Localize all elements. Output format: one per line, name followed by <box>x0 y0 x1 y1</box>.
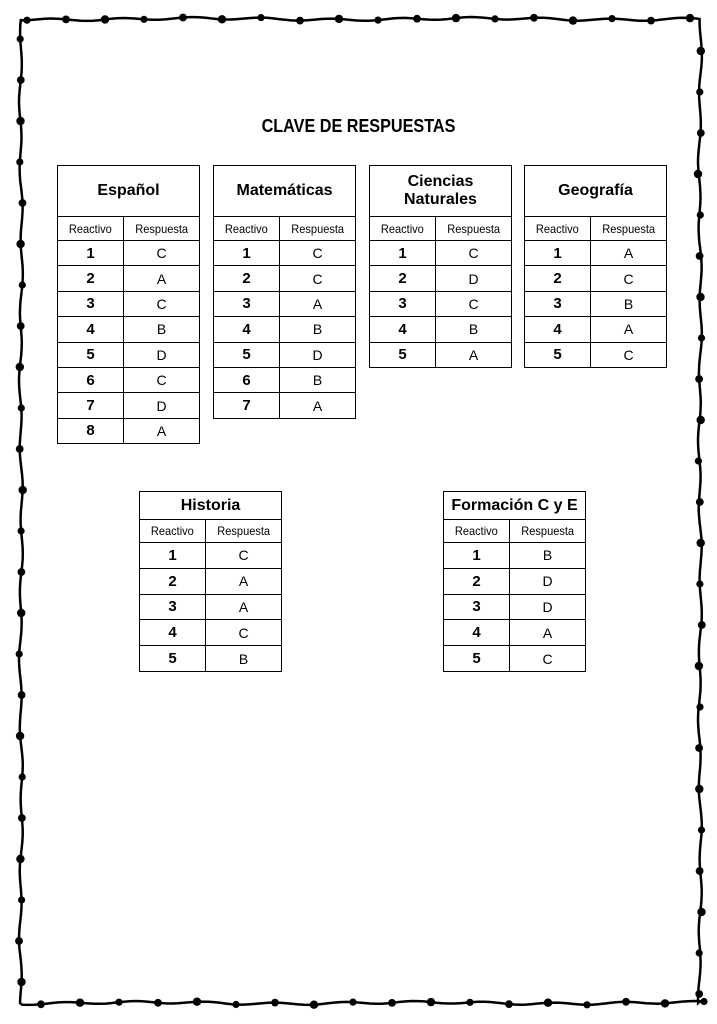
answer-letter: D <box>124 342 200 367</box>
table-row <box>444 646 586 672</box>
answer-letter: A <box>280 393 356 418</box>
subject-heading: Formación C y E <box>444 492 586 520</box>
answer-table-3 <box>369 165 512 368</box>
border-dot <box>694 170 702 178</box>
table-row <box>525 317 667 342</box>
border-dot <box>179 14 187 22</box>
table-row <box>58 393 200 418</box>
subject-heading: Geografía <box>525 166 667 217</box>
item-number: 4 <box>525 317 591 342</box>
column-header-respuesta <box>124 217 200 241</box>
border-dot <box>335 15 343 23</box>
column-header-respuesta-label: Respuesta <box>447 221 500 236</box>
border-dot <box>17 322 25 330</box>
table-row <box>58 291 200 316</box>
border-dot <box>698 826 705 833</box>
table-row <box>370 291 512 316</box>
column-header-reactivo <box>444 520 510 543</box>
answer-table-5 <box>139 491 282 672</box>
item-number: 2 <box>58 266 124 291</box>
item-number: 2 <box>370 266 436 291</box>
item-number: 2 <box>140 568 206 594</box>
table-row <box>214 291 356 316</box>
answer-letter: A <box>124 418 200 443</box>
answer-letter: D <box>124 393 200 418</box>
answer-letter: A <box>510 620 586 646</box>
subject-heading: Ciencias Naturales <box>370 166 512 217</box>
item-number: 4 <box>140 620 206 646</box>
item-number: 7 <box>214 393 280 418</box>
border-dot <box>349 999 356 1006</box>
border-dot <box>427 998 435 1006</box>
table-row <box>370 241 512 266</box>
column-header-respuesta-label: Respuesta <box>602 221 655 236</box>
answer-letter: A <box>206 594 282 620</box>
table-row <box>444 543 586 569</box>
border-dot <box>16 855 24 863</box>
answer-letter: B <box>510 543 586 569</box>
answer-letter: B <box>591 291 667 316</box>
item-number: 3 <box>140 594 206 620</box>
item-number: 5 <box>444 646 510 672</box>
border-dot <box>16 445 24 453</box>
border-dot <box>37 1000 45 1008</box>
column-header-reactivo-label: Reactivo <box>151 524 194 538</box>
border-dot <box>583 1001 590 1008</box>
border-dot <box>491 15 498 22</box>
item-number: 8 <box>58 418 124 443</box>
answer-letter: C <box>280 241 356 266</box>
border-dot <box>700 998 707 1005</box>
answer-letter: A <box>124 266 200 291</box>
answer-letter: C <box>124 291 200 316</box>
border-dot <box>697 211 704 218</box>
table-row <box>140 594 282 620</box>
border-dot <box>15 937 23 945</box>
column-header-respuesta <box>510 520 586 543</box>
border-dot <box>697 416 705 424</box>
item-number: 6 <box>58 367 124 392</box>
answer-letter: A <box>436 342 512 367</box>
border-dot <box>16 158 23 165</box>
border-dot <box>62 16 70 24</box>
border-dot <box>544 999 552 1007</box>
item-number: 4 <box>444 620 510 646</box>
column-header-respuesta <box>591 217 667 241</box>
answer-letter: B <box>436 317 512 342</box>
answer-letter: C <box>124 367 200 392</box>
border-dot <box>17 35 24 42</box>
item-number: 2 <box>214 266 280 291</box>
answer-letter: D <box>510 594 586 620</box>
item-number: 1 <box>525 241 591 266</box>
column-header-reactivo <box>370 217 436 241</box>
answer-letter: B <box>124 317 200 342</box>
border-dot <box>686 14 694 22</box>
column-header-respuesta <box>436 217 512 241</box>
item-number: 3 <box>214 291 280 316</box>
table-row <box>140 620 282 646</box>
table-row <box>444 568 586 594</box>
table-row <box>58 241 200 266</box>
border-dot <box>452 14 460 22</box>
answer-letter: A <box>591 241 667 266</box>
border-dot <box>696 293 704 301</box>
answer-letter: A <box>280 291 356 316</box>
border-dot <box>530 14 538 22</box>
column-header-reactivo-label: Reactivo <box>381 221 424 236</box>
border-dot <box>661 999 669 1007</box>
table-row <box>444 620 586 646</box>
column-header-reactivo-label: Reactivo <box>69 221 112 236</box>
subject-heading: Matemáticas <box>214 166 356 217</box>
border-dot <box>19 199 27 207</box>
border-dot <box>696 252 704 260</box>
column-header-respuesta-label: Respuesta <box>135 221 188 236</box>
border-dot <box>218 15 226 23</box>
answer-letter: C <box>124 241 200 266</box>
table-row <box>214 342 356 367</box>
border-dot <box>18 527 25 534</box>
table-row <box>214 367 356 392</box>
border-dot <box>698 621 706 629</box>
answer-letter: D <box>436 266 512 291</box>
border-dot <box>16 117 24 125</box>
table-row <box>140 568 282 594</box>
column-header-reactivo <box>525 217 591 241</box>
column-header-reactivo <box>214 217 280 241</box>
border-dot <box>374 17 381 24</box>
border-dot <box>697 129 705 137</box>
table-row <box>140 646 282 672</box>
answer-letter: B <box>280 367 356 392</box>
border-dot <box>23 17 30 24</box>
border-dot <box>16 363 24 371</box>
table-row <box>58 342 200 367</box>
answer-table-2 <box>213 165 356 419</box>
border-dot <box>696 867 704 875</box>
column-header-respuesta-label: Respuesta <box>217 524 270 538</box>
answer-letter: C <box>436 291 512 316</box>
border-dot <box>101 15 109 23</box>
border-dot <box>16 732 24 740</box>
border-dot <box>695 375 703 383</box>
subject-heading: Historia <box>140 492 282 520</box>
answer-letter: C <box>280 266 356 291</box>
border-dot <box>696 580 703 587</box>
column-header-reactivo <box>58 217 124 241</box>
border-dot <box>257 14 264 21</box>
border-dot <box>232 1001 239 1008</box>
page-title: CLAVE DE RESPUESTAS <box>261 116 456 136</box>
column-header-respuesta <box>206 520 282 543</box>
border-dot <box>76 999 84 1007</box>
column-header-reactivo-label: Reactivo <box>225 221 268 236</box>
answer-letter: C <box>510 646 586 672</box>
answer-letter: B <box>280 317 356 342</box>
border-dot <box>18 691 26 699</box>
table-row <box>370 342 512 367</box>
border-dot <box>697 539 705 547</box>
border-dot <box>17 76 25 84</box>
item-number: 5 <box>370 342 436 367</box>
answer-letter: C <box>206 620 282 646</box>
subject-heading: Español <box>58 166 200 217</box>
border-dot <box>647 17 655 25</box>
border-dot <box>115 999 122 1006</box>
table-row <box>214 241 356 266</box>
table-row <box>525 241 667 266</box>
answer-table-1 <box>57 165 200 444</box>
border-dot <box>310 1001 318 1009</box>
table-row <box>214 393 356 418</box>
item-number: 5 <box>58 342 124 367</box>
border-dot <box>695 785 703 793</box>
border-dot <box>696 949 703 956</box>
answer-letter: C <box>591 266 667 291</box>
border-dot <box>696 703 703 710</box>
border-dot <box>388 999 396 1007</box>
item-number: 3 <box>525 291 591 316</box>
column-header-respuesta <box>280 217 356 241</box>
item-number: 5 <box>140 646 206 672</box>
border-dot <box>696 498 704 506</box>
column-header-reactivo <box>140 520 206 543</box>
border-dot <box>696 88 703 95</box>
item-number: 5 <box>525 342 591 367</box>
answer-table-4 <box>524 165 667 368</box>
table-row <box>525 291 667 316</box>
item-number: 5 <box>214 342 280 367</box>
item-number: 1 <box>214 241 280 266</box>
table-row <box>370 317 512 342</box>
item-number: 4 <box>370 317 436 342</box>
border-dot <box>19 281 26 288</box>
border-dot <box>154 999 162 1007</box>
answer-letter: B <box>206 646 282 672</box>
answer-letter: D <box>280 342 356 367</box>
border-dot <box>413 15 421 23</box>
table-row <box>370 266 512 291</box>
border-dot <box>18 404 25 411</box>
table-row <box>444 594 586 620</box>
border-dot <box>18 896 25 903</box>
border-dot <box>466 999 473 1006</box>
border-dot <box>695 457 702 464</box>
border-dot <box>695 662 703 670</box>
border-dot <box>569 16 577 24</box>
border-dot <box>16 240 24 248</box>
table-row <box>525 342 667 367</box>
column-header-respuesta-label: Respuesta <box>521 524 574 538</box>
table-row <box>58 317 200 342</box>
border-dot <box>695 990 703 998</box>
table-row <box>214 266 356 291</box>
answer-table-6 <box>443 491 586 672</box>
item-number: 1 <box>140 543 206 569</box>
item-number: 2 <box>444 568 510 594</box>
border-dot <box>19 486 27 494</box>
column-header-reactivo-label: Reactivo <box>536 221 579 236</box>
item-number: 3 <box>370 291 436 316</box>
border-dot <box>19 773 26 780</box>
item-number: 4 <box>58 317 124 342</box>
border-dot <box>296 17 304 25</box>
item-number: 1 <box>58 241 124 266</box>
item-number: 6 <box>214 367 280 392</box>
border-dot <box>17 978 25 986</box>
item-number: 4 <box>214 317 280 342</box>
border-dot <box>695 744 703 752</box>
item-number: 7 <box>58 393 124 418</box>
border-dot <box>18 568 26 576</box>
table-row <box>140 543 282 569</box>
border-dot <box>622 998 630 1006</box>
answer-letter: C <box>591 342 667 367</box>
border-dot <box>697 908 705 916</box>
item-number: 3 <box>444 594 510 620</box>
item-number: 3 <box>58 291 124 316</box>
border-dot <box>698 334 705 341</box>
answer-letter: D <box>510 568 586 594</box>
table-row <box>58 418 200 443</box>
table-row <box>58 266 200 291</box>
column-header-reactivo-label: Reactivo <box>455 524 498 538</box>
border-dot <box>18 814 26 822</box>
border-dot <box>17 609 25 617</box>
item-number: 1 <box>370 241 436 266</box>
answer-letter: A <box>591 317 667 342</box>
answer-letter: C <box>436 241 512 266</box>
table-row <box>214 317 356 342</box>
border-dot <box>697 47 705 55</box>
table-row <box>525 266 667 291</box>
answer-letter: C <box>206 543 282 569</box>
border-dot <box>271 999 279 1007</box>
item-number: 1 <box>444 543 510 569</box>
border-dot <box>608 15 615 22</box>
border-dot <box>140 16 147 23</box>
answer-letter: A <box>206 568 282 594</box>
border-dot <box>193 998 201 1006</box>
border-dot <box>505 1000 513 1008</box>
column-header-respuesta-label: Respuesta <box>291 221 344 236</box>
table-row <box>58 367 200 392</box>
border-dot <box>16 650 23 657</box>
item-number: 2 <box>525 266 591 291</box>
